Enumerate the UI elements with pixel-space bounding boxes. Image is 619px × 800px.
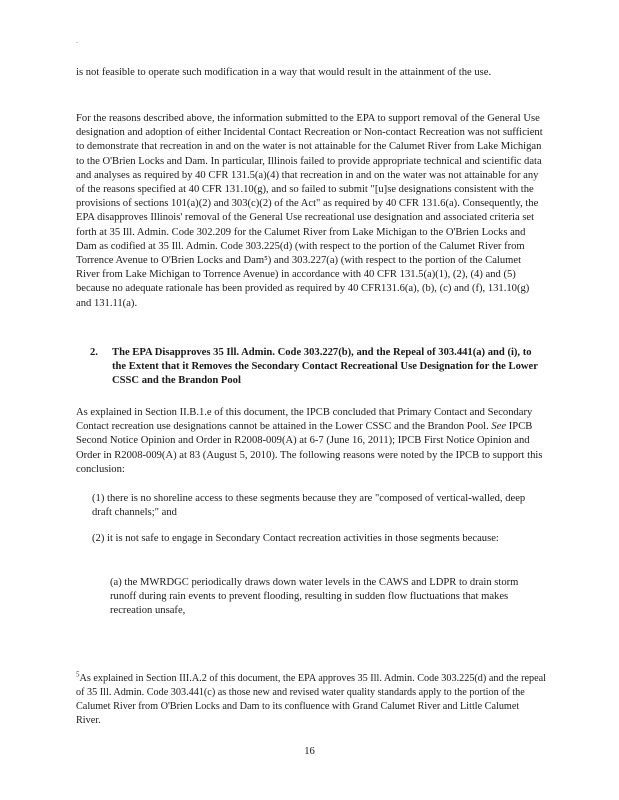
paragraph-conclusion: For the reasons described above, the information submitted to the EPA to support removal of the General Use designation and adoption of either Incidental Contact Recreation or Non-contact Recreation was not sufficient to demonstrate that recreation in and on the water is not attainable for the Calumet River from Lake Michigan to the O'Brien Locks and Dam. In particular, Illinois failed to provide appropriate technical and scientific data and analyses as required by 40 CFR 131.5(a)(4) that recreation in and on the water was not attainable for any of the reasons specified at 40 CFR 131.10(g), and so failed to submit "[u]se designations consistent with the provisions of sections 101(a)(2) and 303(c)(2) of the Act" as required by 40 CFR 131.6(a). Consequently, the EPA disapproves Illinois' removal of the General Use recreational use designation and associated criteria set forth at 35 Ill. Admin. Code 302.209 for the Calumet River from Lake Michigan to the O'Brien Locks and Dam as codified at 35 Ill. Admin. Code 303.225(d) (with respect to the portion of the Calumet River from Torrence Avenue to O'Brien Locks and Dam⁵) and 303.227(a) (with respect to the portion of the Calumet River from Lake Michigan to Torrence Avenue) in accordance with 40 CFR 131.5(a)(1), (2), (4) and (5) because no adequate rationale has been provided as required by 40 CFR131.6(a), (b), (c) and (f), 131.10(g) and 131.11(a). — [76, 113, 543, 309]
see-signal: See — [491, 421, 507, 433]
paragraph-ipcb-text-b: IPCB Second Notice Opinion and Order in R2008-009(A) at 6-7 (June 16, 2011); IPCB First Notice Opinion and Order in R2008-009(A) at 83 (August 5, 2010). The following reasons were noted by the IPCB to support this conclusion: — [76, 421, 543, 475]
section-heading — [90, 346, 540, 389]
paragraph-ipcb-text-a: As explained in Section II.B.1.e of this document, the IPCB concluded that Primary Contact and Secondary Contact recreation use designations cannot be attained in the Lower CSSC and the Brandon Pool. — [76, 407, 533, 433]
reason-item-2: (2) it is not safe to engage in Secondary Contact recreation activities in those segments because: — [92, 533, 499, 544]
paragraph-continuation: is not feasible to operate such modification in a way that would result in the attainment of the use. — [76, 67, 492, 78]
reason-item-1: (1) there is no shoreline access to these segments because they are "composed of vertical-walled, deep draft channels;" and — [92, 493, 526, 519]
footnote-text: As explained in Section III.A.2 of this document, the EPA approves 35 Ill. Admin. Code 303.225(d) and the repeal of 35 Ill. Admin. Code 303.441(c) as those new and revised water quality standards apply to the portion of the Calumet River from O'Brien Locks and Dam to its confluence with Grand Calumet River and Little Calumet River. — [76, 673, 546, 726]
page-number: 16 — [304, 746, 315, 757]
footnote-marker: 5 — [76, 670, 80, 679]
section-heading-number: 2. — [90, 347, 98, 358]
paragraph-ipcb-conclusion — [76, 406, 546, 477]
corner-mark: . — [76, 36, 78, 45]
footnote — [76, 672, 546, 728]
section-heading-text: The EPA Disapproves 35 Ill. Admin. Code 303.227(b), and the Repeal of 303.441(a) and (i), to the Extent that it Removes the Secondary Contact Recreational Use Designation for the Lower CSSC and the Brandon Pool — [112, 347, 538, 387]
reason-item-2a: (a) the MWRDGC periodically draws down water levels in the CAWS and LDPR to drain storm runoff during rain events to prevent flooding, resulting in sudden flow fluctuations that makes recreation unsafe, — [110, 577, 519, 617]
